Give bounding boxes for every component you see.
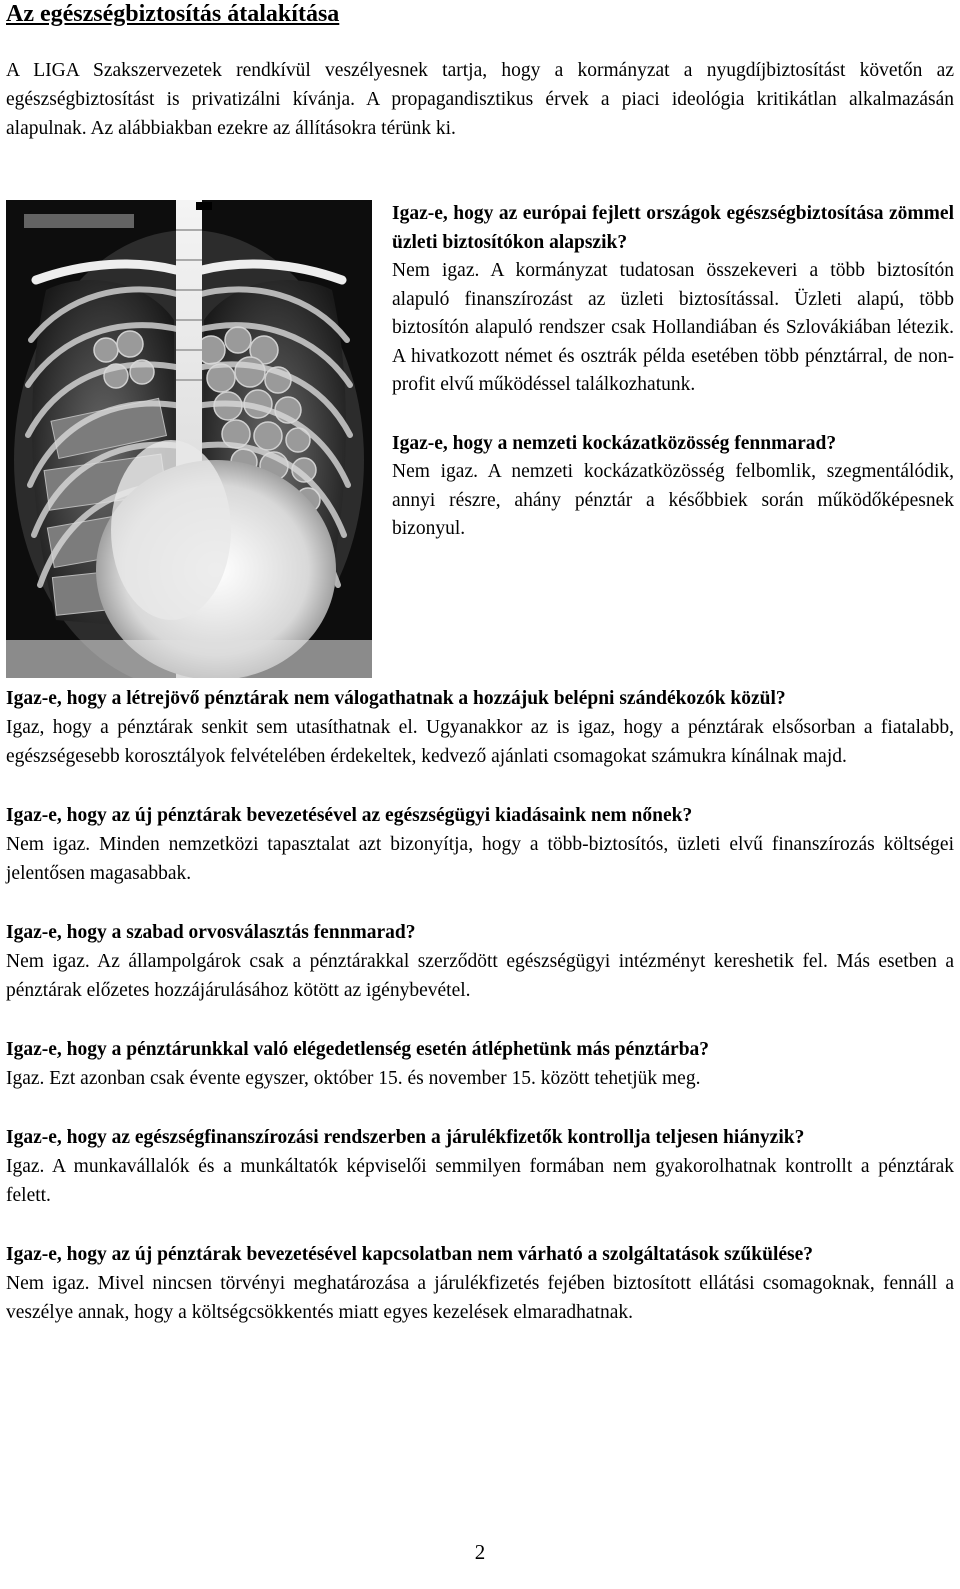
side-column <box>392 200 954 544</box>
question: Igaz-e, hogy a létrejövő pénztárak nem válogathatnak a hozzájuk belépni szándékozók közül? <box>6 688 786 709</box>
qa-block <box>392 430 954 544</box>
question: Igaz-e, hogy az új pénztárak bevezetésével kapcsolatban nem várható a szolgáltatások szűkülése? <box>6 1244 814 1265</box>
answer: Nem igaz. A nemzeti kockázatközösség felbomlik, szegmentálódik, annyi részre, ahány pénztár a későbbiek során működőképesnek bizonyul. <box>392 461 954 539</box>
qa-block <box>6 918 954 1005</box>
answer: Nem igaz. Minden nemzetközi tapasztalat azt bizonyítja, hogy a több-biztosítós, üzleti elvű finanszírozás költségei jelentősen magasabbak. <box>6 834 954 884</box>
qa-block <box>6 1240 954 1327</box>
answer: Igaz. A munkavállalók és a munkáltatók képviselői semmilyen formában nem gyakorolhatnak kontrollt a pénztárak felett. <box>6 1156 954 1206</box>
answer: Nem igaz. A kormányzat tudatosan összekeveri a több biztosítón alapuló finanszírozást az üzleti biztosítással. Üzleti alapú, több biztosítón alapuló rendszer csak Hollandiában és Szlovákiában létezik. A hivatkozott német és osztrák példa esetében több pénztárral, de non-profit elvű működéssel találkozhatunk. <box>392 260 954 395</box>
question: Igaz-e, hogy az egészségfinanszírozási rendszerben a járulékfizetők kontrollja teljesen hiányzik? <box>6 1127 805 1148</box>
qa-block <box>392 200 954 400</box>
answer: Igaz. Ezt azonban csak évente egyszer, október 15. és november 15. között tehetjük meg. <box>6 1068 701 1089</box>
answer: Nem igaz. Az állampolgárok csak a pénztárakkal szerződött egészségügyi intézményt kereshetik fel. Más esetben a pénztárak előzetes hozzájárulásához kötött az igénybevétel. <box>6 951 954 1001</box>
lower-section <box>6 684 954 1327</box>
answer: Nem igaz. Mivel nincsen törvényi meghatározása a járulékfizetés fejében biztosított ellátási csomagoknak, fennáll a veszélye annak, hogy a költségcsökkentés miatt egyes kezelések elmaradhatnak. <box>6 1273 954 1323</box>
question: Igaz-e, hogy az európai fejlett országok egészségbiztosítása zömmel üzleti biztosítókon alapszik? <box>392 203 954 253</box>
page-title: Az egészségbiztosítás átalakítása <box>6 1 340 27</box>
question: Igaz-e, hogy az új pénztárak bevezetésével az egészségügyi kiadásaink nem nőnek? <box>6 805 693 826</box>
xray-chest-with-money-image <box>6 200 372 678</box>
qa-block <box>6 1035 954 1093</box>
qa-block <box>6 684 954 771</box>
qa-block <box>6 801 954 888</box>
intro-paragraph: A LIGA Szakszervezetek rendkívül veszélyesnek tartja, hogy a kormányzat a nyugdíjbiztosítást követőn az egészségbiztosítást is privatizálni kívánja. A propagandisztikus érvek a piaci ideológia kritikátlan alkalmazásán alapulnak. Az alábbiakban ezekre az állításokra térünk ki. <box>6 60 954 139</box>
question: Igaz-e, hogy a szabad orvosválasztás fennmarad? <box>6 922 416 943</box>
page-number: 2 <box>474 1540 486 1564</box>
question: Igaz-e, hogy a nemzeti kockázatközösség fennmarad? <box>392 432 837 454</box>
question: Igaz-e, hogy a pénztárunkkal való elégedetlenség esetén átléphetünk más pénztárba? <box>6 1039 710 1060</box>
qa-block <box>6 1123 954 1210</box>
answer: Igaz, hogy a pénztárak senkit sem utasíthatnak el. Ugyanakkor az is igaz, hogy a pénztárak elsősorban a fiatalabb, egészségesebb korosztályok felvételében érdekeltek, kedvező ajánlati csomagokat számukra kínálnak majd. <box>6 717 954 767</box>
